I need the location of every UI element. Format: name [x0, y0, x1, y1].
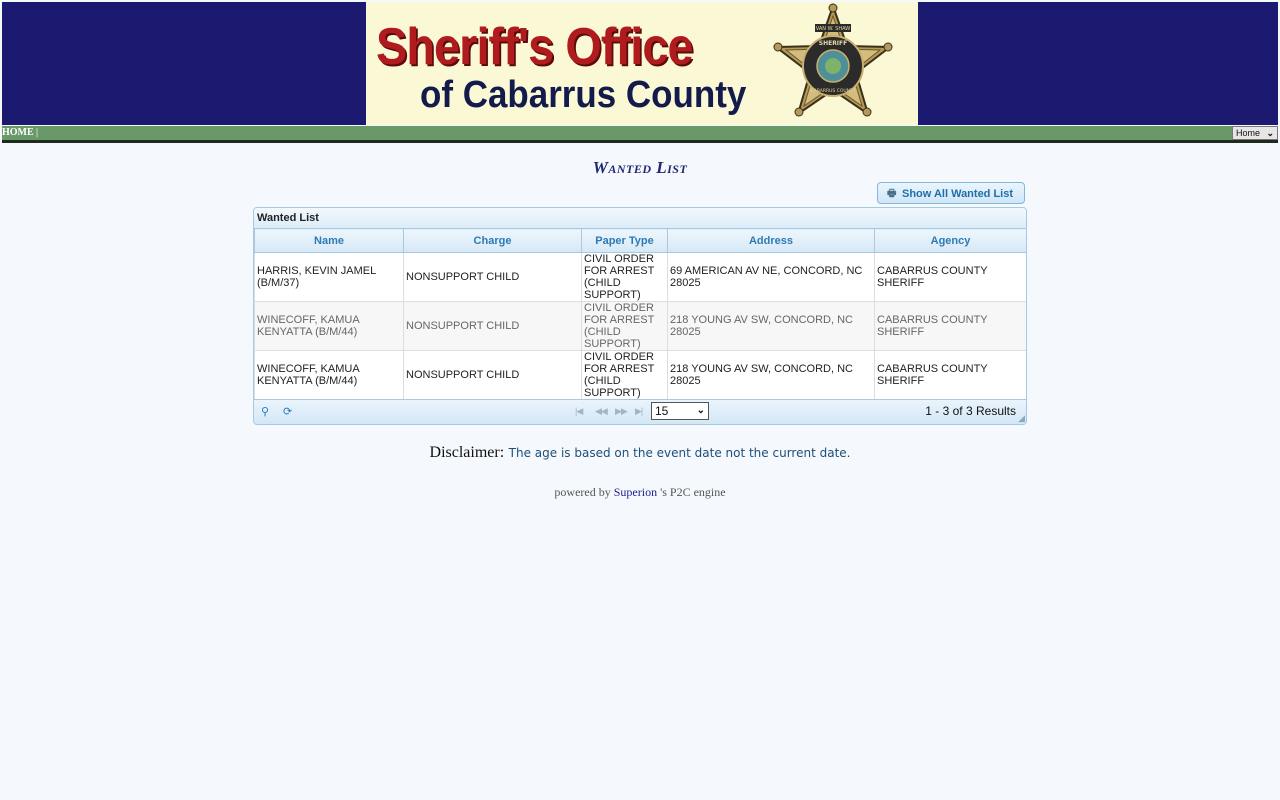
table-row[interactable] — [255, 351, 1027, 400]
powered-by-footer — [0, 485, 1280, 500]
disclaimer-label: Disclaimer — [429, 444, 500, 461]
header-banner — [2, 2, 1278, 125]
next-page-icon[interactable]: ▶▶ — [615, 406, 627, 416]
grid-caption: Wanted List — [254, 208, 1026, 228]
disclaimer-text: The age is based on the event date not the current date. — [508, 446, 851, 460]
column-header-name[interactable]: Name — [255, 229, 404, 253]
disclaimer — [0, 444, 1280, 462]
logo-title: Sheriff's Office — [376, 18, 693, 76]
first-page-icon[interactable]: |◀ — [575, 406, 583, 416]
cell-address: 69 AMERICAN AV NE, CONCORD, NC 28025 — [668, 253, 875, 302]
home-link[interactable]: HOME — [2, 127, 34, 138]
superion-link[interactable]: Superion — [613, 485, 658, 499]
refresh-icon[interactable]: ⟳ — [283, 406, 293, 418]
prev-page-icon[interactable]: ◀◀ — [595, 406, 607, 416]
cell-agency: CABARRUS COUNTY SHERIFF — [875, 351, 1027, 400]
wanted-table — [254, 228, 1027, 400]
badge-top-text: VAN W. SHAW — [815, 26, 851, 32]
column-header-paper-type[interactable]: Paper Type — [582, 229, 668, 253]
show-all-label: Show All Wanted List — [902, 188, 1014, 200]
cell-address: 218 YOUNG AV SW, CONCORD, NC 28025 — [668, 302, 875, 351]
cell-paper-type: CIVIL ORDER FOR ARREST (CHILD SUPPORT) — [582, 351, 668, 400]
table-row[interactable] — [255, 253, 1027, 302]
cell-name: HARRIS, KEVIN JAMEL (B/M/37) — [255, 253, 404, 302]
cell-paper-type: CIVIL ORDER FOR ARREST (CHILD SUPPORT) — [582, 253, 668, 302]
nav-separator: | — [36, 127, 39, 138]
cell-charge: NONSUPPORT CHILD — [404, 253, 582, 302]
rows-per-page-value: 15 — [655, 404, 669, 418]
table-row[interactable] — [255, 302, 1027, 351]
chevron-down-icon: ⌄ — [696, 405, 705, 416]
badge-ring-text: CABARRUS COUNTY — [810, 89, 856, 94]
powered-suffix: 's P2C engine — [660, 485, 726, 499]
badge-mid-text: SHERIFF — [818, 40, 848, 47]
column-header-agency[interactable]: Agency — [875, 229, 1027, 253]
powered-prefix: powered by — [554, 485, 611, 499]
wanted-list-grid — [253, 207, 1027, 425]
chevron-down-icon: ⌄ — [1266, 128, 1274, 138]
results-count: 1 - 3 of 3 Results — [925, 404, 1016, 418]
rows-per-page-select[interactable] — [651, 402, 709, 420]
show-all-wanted-button[interactable] — [877, 182, 1025, 204]
printer-icon: 🖶 — [887, 188, 897, 199]
search-icon[interactable]: ⚲ — [261, 406, 270, 418]
cell-name: WINECOFF, KAMUA KENYATTA (B/M/44) — [255, 351, 404, 400]
nav-select-value: Home — [1236, 128, 1261, 138]
resize-grip-icon[interactable]: ◢ — [1018, 413, 1025, 423]
column-header-address[interactable]: Address — [668, 229, 875, 253]
cell-charge: NONSUPPORT CHILD — [404, 302, 582, 351]
disclaimer-colon: : — [499, 444, 505, 461]
last-page-icon[interactable]: ▶| — [635, 406, 643, 416]
sheriff-logo — [366, 2, 918, 125]
sheriff-star-badge-icon — [766, 2, 900, 125]
cell-paper-type: CIVIL ORDER FOR ARREST (CHILD SUPPORT) — [582, 302, 668, 351]
cell-charge: NONSUPPORT CHILD — [404, 351, 582, 400]
logo-subtitle: of Cabarrus County — [420, 74, 747, 116]
nav-select[interactable] — [1232, 126, 1278, 140]
page-title: Wanted List — [592, 158, 688, 177]
column-header-charge[interactable]: Charge — [404, 229, 582, 253]
cell-agency: CABARRUS COUNTY SHERIFF — [875, 302, 1027, 351]
cell-name: WINECOFF, KAMUA KENYATTA (B/M/44) — [255, 302, 404, 351]
grid-pager — [254, 399, 1026, 424]
cell-address: 218 YOUNG AV SW, CONCORD, NC 28025 — [668, 351, 875, 400]
cell-agency: CABARRUS COUNTY SHERIFF — [875, 253, 1027, 302]
nav-bar — [2, 126, 1278, 143]
